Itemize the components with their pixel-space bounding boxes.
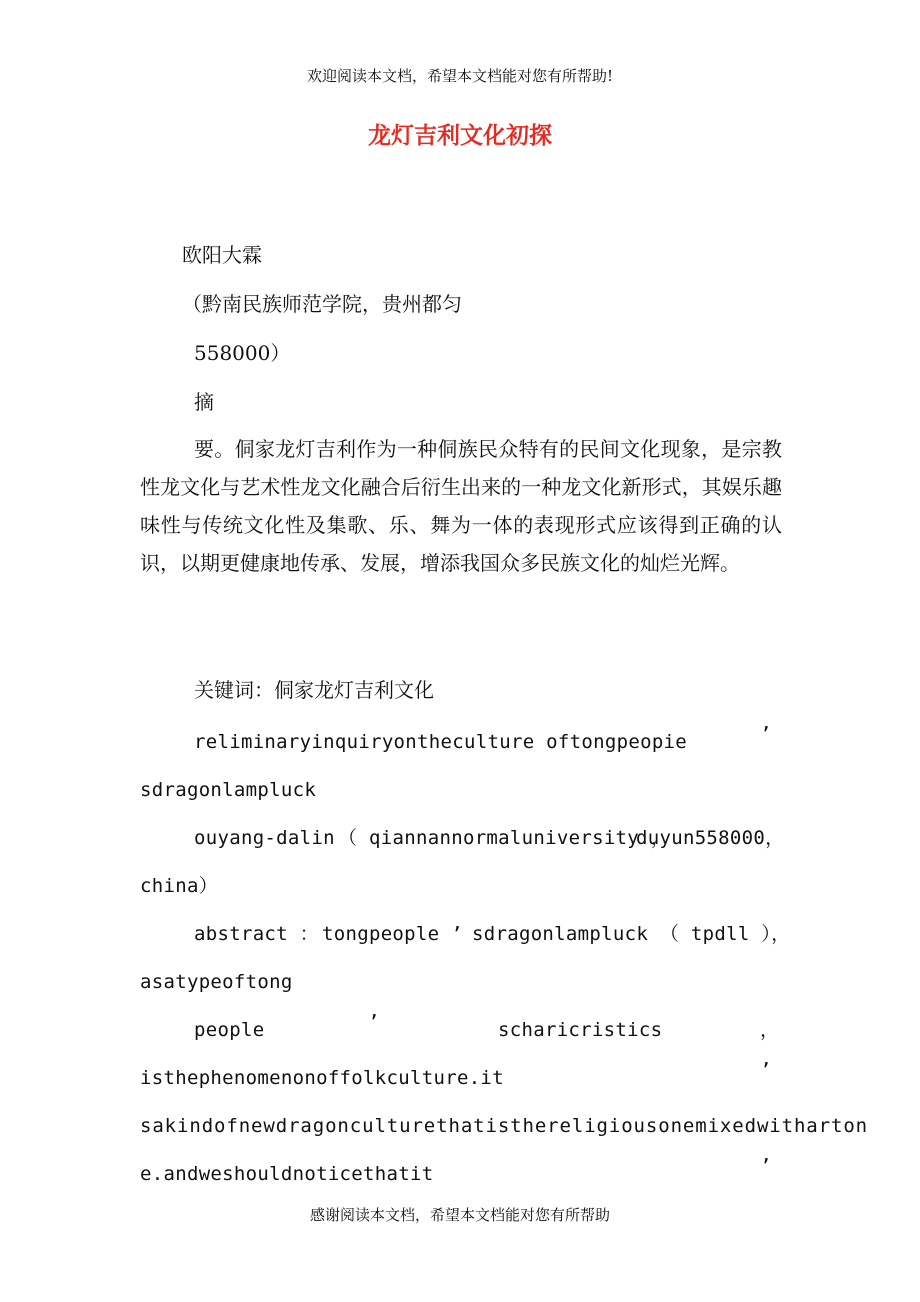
english-title-apostrophe: ’	[760, 723, 772, 745]
english-abstract-line3-comma: ，	[760, 1019, 780, 1041]
english-abstract-subject: tongpeople ’	[322, 923, 463, 945]
english-author-affiliation: （ qiannannormaluniversity ，	[338, 827, 671, 849]
english-abstract-label: abstract ：	[194, 923, 319, 945]
english-abstract-line4: isthephenomenonoffolkculture.it	[140, 1067, 504, 1089]
header-banner: 欢迎阅读本文档，希望本文档能对您有所帮助!	[306, 67, 614, 85]
english-abstract-line3-word2: scharicristics	[498, 1019, 663, 1041]
english-abstract-line2: asatypeoftong	[140, 971, 293, 993]
english-abstract-line6-apostrophe: ’	[760, 1155, 772, 1177]
chinese-abstract-paragraph: 要。侗家龙灯吉利作为一种侗族民众特有的民间文化现象，是宗教性龙文化与艺术性龙文化融合后衍生出来的一种龙文化新形式，其娱乐趣味性与传统文化性及集歌、乐、舞为一体的表现形式应该得到正确的认识，以期更健康地传承、发展，增添我国众多民族文化的灿烂光辉。	[140, 437, 782, 575]
english-title-part2: sdragonlampluck	[140, 779, 317, 801]
english-abstract-line3-word1: people	[194, 1019, 265, 1041]
english-abstract-line6: e.andweshouldnoticethatit	[140, 1163, 434, 1185]
footer-banner: 感谢阅读本文档，希望本文档能对您有所帮助	[309, 1206, 610, 1224]
author-affiliation-line2: 558000）	[194, 341, 291, 365]
english-author-city: duyun558000，	[636, 827, 785, 849]
english-abstract-term: sdragonlampluck （ tpdll ），	[472, 923, 791, 945]
english-author-country: china）	[140, 875, 218, 897]
english-abstract-line5: sakindofnewdragonculturethatisthereligiousonemixedwitharton	[140, 1115, 868, 1137]
keywords: 关键词：侗家龙灯吉利文化	[194, 678, 434, 702]
english-abstract-line3-apostrophe: ’	[368, 1011, 380, 1033]
abstract-label: 摘	[194, 390, 214, 414]
english-author-name: ouyang-dalin	[194, 827, 335, 849]
author-affiliation-line1: （黔南民族师范学院，贵州都匀	[182, 292, 462, 316]
english-abstract-line4-apostrophe: ’	[760, 1059, 772, 1081]
document-title: 龙灯吉利文化初探	[368, 122, 552, 149]
english-title-part1: reliminaryinquiryontheculture oftongpeopie	[194, 731, 688, 753]
author-name: 欧阳大霖	[182, 243, 262, 267]
